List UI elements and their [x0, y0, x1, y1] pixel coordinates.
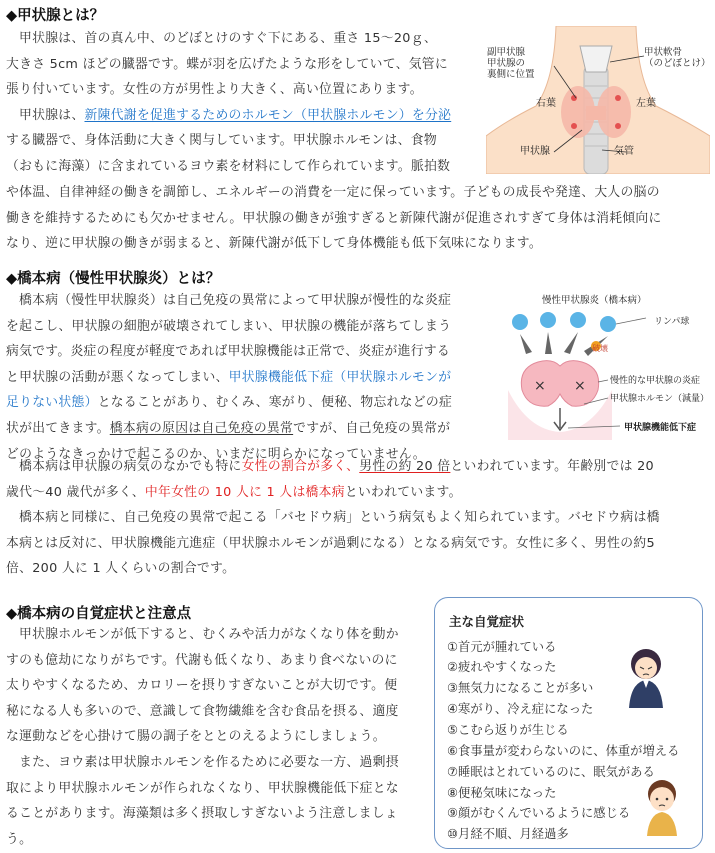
lymphocyte: [570, 312, 586, 328]
label-parathyroid: 副甲状腺 甲状腺の 裏側に位置: [487, 47, 535, 80]
label-hypothyroidism: 甲状腺機能低下症: [624, 423, 697, 433]
text-line: 倍、200 人に 1 人くらいの割合です。: [6, 561, 236, 577]
symptom-item: ⑤こむら返りが生じる: [447, 723, 569, 737]
text-line: 歳代～40 歳代が多く、中年女性の 10 人に 1 人は橋本病といわれています。: [6, 484, 462, 500]
label-destroy: 破壊: [592, 344, 608, 353]
text-line: 甲状腺ホルモンが低下すると、むくみや活力がなくなり体を動か: [19, 627, 399, 642]
text-line: 取により甲状腺ホルモンが作られなくなり、甲状腺機能低下症とな: [6, 780, 399, 796]
symptoms-box: [434, 597, 703, 849]
label-thyroid-cartilage: 甲状軟骨 （のどぼとけ）: [644, 47, 711, 69]
symptom-item: ⑨顔がむくんでいるように感じる: [447, 806, 631, 820]
symptom-item: ⑦睡眠はとれているのに、眠気がある: [447, 765, 655, 779]
symptoms-advice-text: [6, 622, 431, 852]
label-trachea: 気管: [614, 146, 634, 157]
text-line: なり、逆に甲状腺の働きが弱まると、新陳代謝が低下して身体機能も低下気味になります。: [6, 236, 542, 252]
highlight-male-ratio: 男性の約 20 倍: [359, 459, 451, 474]
text-line: ることがあります。海藻類は多く摂取しすぎないよう注意しましょ: [6, 806, 398, 822]
lymphocyte: [600, 316, 616, 332]
symptom-item: ①首元が腫れている: [447, 640, 557, 654]
label-thyroid: 甲状腺: [520, 146, 550, 157]
text-line: 橋本病（慢性甲状腺炎）は自己免疫の異常によって甲状腺が慢性的な炎症: [19, 293, 452, 308]
hashimoto-description-text: [6, 288, 506, 467]
thyroid-function-text: [6, 180, 711, 257]
text-line: や体温、自律神経の働きを調節し、エネルギーの消費を一定に保っています。子どもの成長や発達、大人の脳の: [6, 185, 660, 200]
text-line: どのようなきっかけで起こるのか、いまだに明らかになっていません。: [6, 446, 426, 462]
text-line: 病気です。炎症の程度が軽度であれば甲状腺機能は正常で、炎症が進行する: [6, 344, 451, 360]
text-line: 本病とは反対に、甲状腺機能亢進症（甲状腺ホルモンが過剰になる）となる病気です。女性に多く、男性の約5: [6, 535, 655, 551]
highlight-hormone: 新陳代謝を促進するためのホルモン（甲状腺ホルモン）を分泌: [84, 107, 452, 123]
text-line: を起こし、甲状腺の細胞が破壊されてしまい、甲状腺の機能が落ちてしまう: [6, 318, 452, 334]
label-lymphocyte: リンパ球: [654, 317, 690, 327]
svg-text:×: ×: [534, 378, 546, 394]
figure-title-thyroiditis: 慢性甲状腺炎（橋本病）: [542, 295, 647, 306]
lymphocyte: [540, 312, 556, 328]
highlight-hypothyroidism: 甲状腺機能低下症（甲状腺ホルモンが: [228, 369, 452, 385]
lymphocyte: [512, 314, 528, 330]
highlight-middle-aged: 中年女性の 10 人に 1 人は橋本病: [144, 484, 345, 500]
text-line: 甲状腺は、新陳代謝を促進するためのホルモン（甲状腺ホルモン）を分泌: [19, 107, 452, 123]
text-line: な運動などを心掛けて腸の調子をととのえるようにしましょう。: [6, 729, 386, 745]
text-line: 大きさ 5cm ほどの臓器です。蝶が羽を広げたような形をしていて、気管に: [6, 56, 449, 72]
text-line: 秘になる人も多いので、意識して食物繊維を含む食品を摂る、適度: [6, 703, 399, 719]
symptom-item: ⑥食事量が変わらないのに、体重が増える: [447, 744, 680, 758]
symptom-item: ⑩月経不順、月経過多: [447, 827, 569, 841]
text-line: 甲状腺は、首の真ん中、のどぼとけのすぐ下にある、重さ 15～20ｇ、: [19, 31, 437, 46]
section-heading-hashimoto: ◆橋本病（慢性甲状腺炎）とは？: [6, 271, 221, 287]
text-line: 橋本病は甲状腺の病気のなかでも特に女性の割合が多く、男性の約 20 倍といわれています。年齢別では 20: [19, 459, 654, 474]
symptoms-box-title: 主な自覚症状: [449, 614, 525, 629]
text-line: 働きを維持するためにも欠かせません。甲状腺の働きが強すぎると新陳代謝が促進されすぎて身体は消耗傾向に: [6, 210, 662, 226]
text-line: 太りやすくなるため、カロリーを摂りすぎないことが大切です。便: [6, 678, 398, 694]
highlight-cause: 橋本病の原因は自己免疫の異常: [109, 420, 294, 436]
highlight-female-ratio: 女性の割合が多く、: [241, 459, 360, 474]
text-line: 状が出てきます。橋本病の原因は自己免疫の異常ですが、自己免疫の異常が: [6, 420, 451, 436]
text-line: 足りない状態）となることがあり、むくみ、寒がり、便秘、物忘れなどの症: [6, 395, 453, 411]
symptom-item: ②疲れやすくなった: [447, 660, 557, 674]
svg-text:×: ×: [574, 378, 586, 394]
symptom-item: ⑧便秘気味になった: [447, 786, 557, 800]
text-line: 橋本病と同様に、自己免疫の異常で起こる「バセドウ病」という病気もよく知られています。バセドウ病は橋: [19, 510, 660, 526]
text-line: う。: [6, 831, 33, 847]
section-heading-thyroid: ◆甲状腺とは？: [6, 8, 105, 24]
label-chronic-inflammation: 慢性的な甲状腺の炎症: [610, 376, 701, 386]
swollen-face-person-illustration: [641, 778, 683, 836]
text-line: する臓器で、身体活動に大きく関与しています。甲状腺ホルモンは、食物: [6, 133, 437, 149]
text-line: 張り付いています。女性の方が男性より大きく、高い位置にあります。: [6, 82, 423, 98]
section-heading-symptoms: ◆橋本病の自覚症状と注意点: [6, 606, 192, 622]
hashimoto-statistics-text: [6, 454, 711, 582]
label-right-lobe: 右葉: [536, 98, 556, 109]
thyroid-intro-text: [6, 26, 486, 180]
text-line: （おもに海藻）に含まれているヨウ素を材料にして作られています。脈拍数: [6, 158, 451, 174]
symptom-item: ④寒がり、冷え症になった: [447, 702, 594, 716]
tired-person-illustration: [621, 646, 671, 708]
label-hormone-decrease: 甲状腺ホルモン（減量）: [610, 394, 710, 404]
text-line: と甲状腺の活動が悪くなってしまい、甲状腺機能低下症（甲状腺ホルモンが: [6, 369, 452, 385]
text-line: すのも億劫になりがちです。代謝も低くなり、あまり食べないのに: [6, 652, 398, 668]
text-line: また、ヨウ素は甲状腺ホルモンを作るために必要な一方、過剰摂: [19, 754, 399, 770]
symptom-item: ③無気力になることが多い: [447, 681, 594, 695]
label-left-lobe: 左葉: [636, 98, 656, 109]
